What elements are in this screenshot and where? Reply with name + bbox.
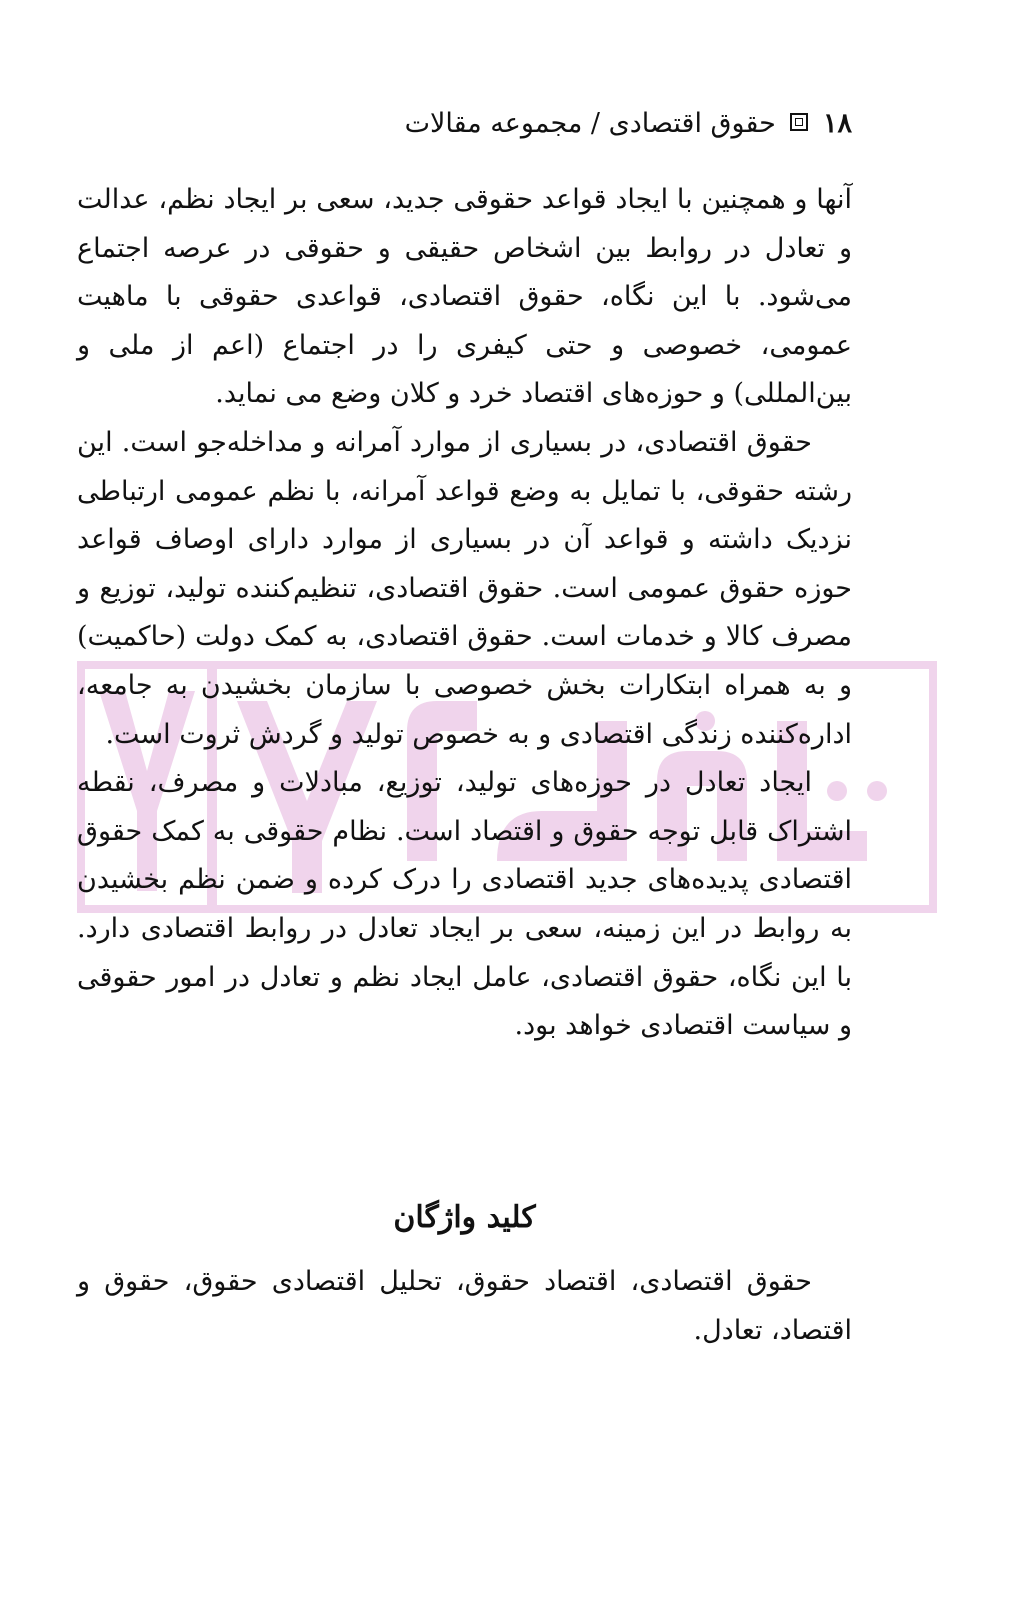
paragraph-2: حقوق اقتصادی، در بسیاری از موارد آمرانه و مداخله‌جو است. این رشته حقوقی، با تمایل به وضع قواعد آمرانه، با نظم عمومی ارتباطی نزدیک داشته و قواعد آن در بسیاری از موارد دارای اوصاف قواعد حوزه حقوق عمومی است. حقوق اقتصادی، تنظیم‌کننده تولید، توزیع و مصرف کالا و خدمات است. حقوق اقتصادی، به کمک دولت (حاکمیت) و به همراه ابتکارات بخش خصوصی با سازمان بخشیدن به جامعه، اداره‌کننده زندگی اقتصادی و به خصوص تولید و گردش ثروت است. — [77, 426, 852, 750]
keywords-section — [77, 1258, 852, 1355]
paragraph-3: ایجاد تعادل در حوزه‌های تولید، توزیع، مبادلات و مصرف، نقطه اشتراک قابل توجه حقوق و اقتصاد است. نظام حقوقی به کمک حقوق اقتصادی پدیده‌های جدید اقتصادی را درک کرده و ضمن نظم بخشیدن به روابط در این زمینه، سعی بر ایجاد تعادل در روابط اقتصادی دارد. با این نگاه، حقوق اقتصادی، عامل ایجاد نظم و تعادل در امور حقوقی و سیاست اقتصادی خواهد بود. — [77, 767, 852, 1042]
square-ornament-icon — [790, 113, 808, 131]
keywords-text: حقوق اقتصادی، اقتصاد حقوق، تحلیل اقتصادی حقوق، حقوق و اقتصاد، تعادل. — [77, 1266, 852, 1346]
running-title: حقوق اقتصادی / مجموعه مقالات — [404, 108, 776, 139]
running-header — [77, 100, 852, 148]
keywords-heading: کلید واژگان — [393, 1200, 536, 1235]
paragraph-1: آنها و همچنین با ایجاد قواعد حقوقی جدید، سعی بر ایجاد نظم، عدالت و تعادل در روابط بین اشخاص حقیقی و حقوقی در عرصه اجتماع می‌شود. با این نگاه، حقوق اقتصادی، قواعدی حقوقی با ماهیت عمومی، خصوصی و حتی کیفری را در اجتماع (اعم از ملی و بین‌المللی) و حوزه‌های اقتصاد خرد و کلان وضع می نماید. — [77, 184, 852, 410]
body-text — [77, 176, 852, 1051]
page-number: ۱۸ — [822, 108, 852, 139]
